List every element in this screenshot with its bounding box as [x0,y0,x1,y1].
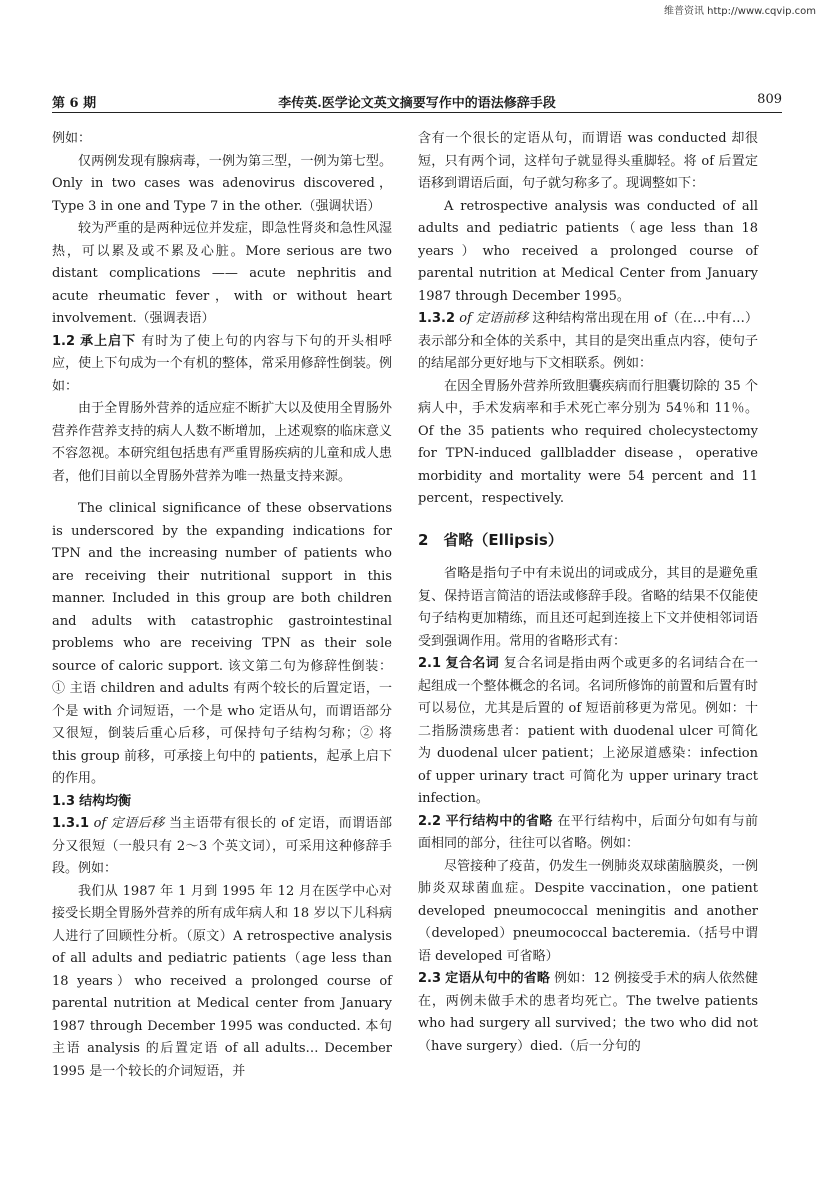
paragraph: The clinical significance of these observations is underscored by the expanding indications for TPN and the increasing number of patients who are receiving their nutritional support in this manner. Included in this group are both children and adults with catastrophic gastrointestinal problems who are receiving TPN as their sole source of caloric support. 该文第二句为修辞性倒装：① 主语 children and adults 有两个较长的后置定语，一个是 with 介词短语，一个是 who 定语从句，而谓语部分又很短，倒装后重心后移，可保持句子结构匀称；② 将 this group 前移，可承接上句中的 patients，起承上启下的作用。 [52,501,392,786]
paragraph: 含有一个很长的定语从句，而谓语 was conducted 却很短，只有两个词，这样句子就显得头重脚轻。将 of 后置定语移到谓语后面，句子就匀称多了。现调整如下： [418,131,758,191]
paragraph: 尽管接种了疫苗，仍发生一例肺炎双球菌脑膜炎，一例肺炎双球菌血症。Despite vaccination，one patient developed pneumococcal meningitis and another（developed）pneumococcal bacteremia.（括号中谓语 developed 可省略） [418,858,758,964]
page-number: 809 [757,92,782,107]
section-number: 1.2 [52,333,76,349]
section-title: of 定语前移 [459,311,529,326]
paragraph: 省略是指句子中有未说出的词或成分，其目的是避免重复、保持语言简洁的语法或修辞手段。省略的结果不仅能使句子结构更加精练，而且还可起到连接上下文并使相邻词语受到强调作用。常用的省略形式有： [418,566,758,649]
section-text: 在平行结构中，后面分句如有与前面相同的部分，往往可以省略。例如： [418,813,758,851]
paragraph: 由于全胃肠外营养的适应症不断扩大以及使用全胃肠外营养作营养支持的病人人数不断增加，上述观察的临床意义不容忽视。本研究组包括患有严重胃肠疾病的儿童和成人患者，他们目前以全胃肠外营养为唯一热量支持来源。 [52,401,392,484]
section-1-3-1 [52,813,392,881]
paragraph: 仅两例发现有腺病毒，一例为第三型，一例为第七型。Only in two cases was adenovirus discovered，Type 3 in one and Type 7 in the other.（强调状语） [52,153,392,214]
section-number: 2.2 [418,813,442,829]
watermark: 维普资讯 http://www.cqvip.com [663,6,816,17]
section-text: 当主语带有很长的 of 定语，而谓语部分又很短（一般只有 2～3 个英文词），可采用这种修辞手段。例如： [52,816,392,876]
section-title: 定语从句中的省略 [445,971,550,986]
running-title: 李传英.医学论文英文摘要写作中的语法修辞手段 [278,96,556,111]
section-2-1 [418,653,758,811]
paragraph: 例如： [52,131,92,146]
page-header [52,90,782,113]
left-column [52,128,392,1083]
issue-number: 第 6 期 [52,96,97,111]
section-title: 承上启下 [80,333,137,349]
section-number: 1.3.2 [418,311,456,326]
section-number: 2.3 [418,971,442,986]
section-2-3 [418,968,758,1058]
section-title: of 定语后移 [93,816,165,831]
section-title: 平行结构中的省略 [445,813,553,829]
paragraph: 我们从 1987 年 1 月到 1995 年 12 月在医学中心对接受长期全胃肠外营养的所有成年病人和 18 岁以下儿科病人进行了回顾性分析。（原文）A retrospective analysis of all adults and pediatric patients（age less than 18 years）who received a prolonged course of parental nutrition at Medical center from January 1987 through December 1995 was conducted. 本句主语 analysis 的后置定语 of all adults… December 1995 是一个较长的介词短语，并 [52,883,392,1079]
section-2-heading: 2 省略（Ellipsis） [418,530,563,549]
section-1-3-2 [418,308,758,376]
paragraph: 较为严重的是两种远位并发症，即急性肾炎和急性风湿热，可以累及或不累及心脏。More serious are two distant complications —— acute nephritis and acute rheumatic fever，with or without heart involvement.（强调表语） [52,221,392,326]
section-1-2 [52,331,392,399]
section-number: 1.3 [52,793,76,809]
section-title: 复合名词 [445,656,500,671]
paragraph: 在因全胃肠外营养所致胆囊疾病而行胆囊切除的 35 个病人中，手术发病率和手术死亡率分别为 54％和 11％。Of the 35 patients who required cholecystectomy for TPN-induced gallbladder disease，operative morbidity and mortality were 54 percent and 11 percent，respectively. [418,378,758,506]
section-number: 1.3.1 [52,816,90,831]
section-1-3 [52,791,392,814]
section-text: 有时为了使上句的内容与下句的开头相呼应，使上下句成为一个有机的整体，常采用修辞性倒装。例如： [52,333,392,394]
paragraph: A retrospective analysis was conducted of all adults and pediatric patients（age less than 18 years）who received a prolonged course of parental nutrition at Medical Center from January 1987 through December 1995。 [418,198,758,304]
section-title: 结构均衡 [79,793,132,809]
section-text: 这种结构常出现在用 of（在…中有…）表示部分和全体的关系中，其目的是突出重点内容，使句子的结尾部分更好地与下文相联系。例如： [418,311,758,371]
section-number: 2.1 [418,656,442,671]
section-text: 例如：12 例接受手术的病人依然健在，两例未做手术的患者均死亡。The twelve patients who had surgery all survived；the two who did not（have surgery）died.（后一分句的 [418,971,758,1054]
right-column [418,128,758,1058]
section-2-2 [418,811,758,856]
section-text: 复合名词是指由两个或更多的名词结合在一起组成一个整体概念的名词。名词所修饰的前置和后置有时可以易位，尤其是后置的 of 短语前移更为常见。例如：十二指肠溃疡患者：patient with duodenal ulcer 可简化为 duodenal ulcer patient；上泌尿道感染：infection of upper urinary tract 可简化为 upper urinary tract infection。 [418,656,758,806]
